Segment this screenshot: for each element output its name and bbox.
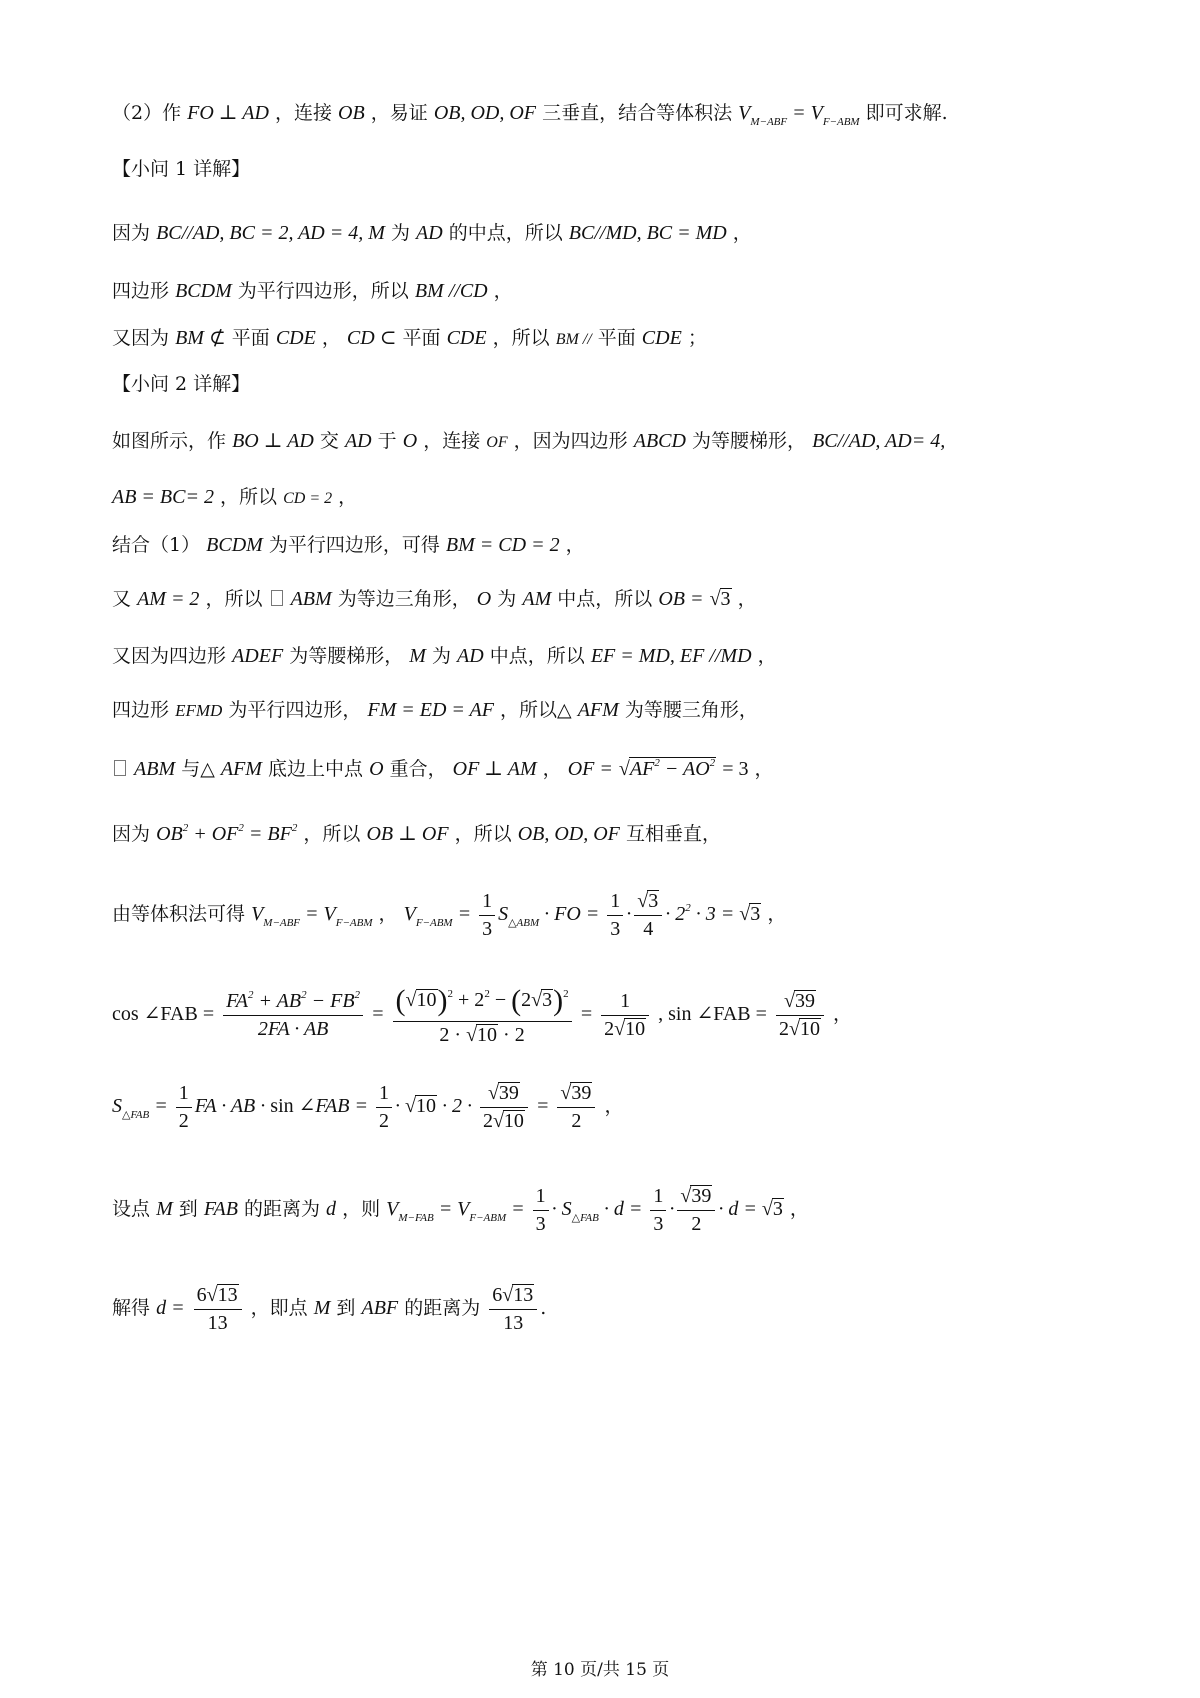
math: AFM xyxy=(220,758,262,780)
text-line-10 xyxy=(112,588,757,610)
text: 由等体积法可得 xyxy=(112,903,246,926)
missing-glyph-box xyxy=(114,760,126,776)
volume-equation: $V_{M-ABF} = V_{F-ABM}$ xyxy=(251,903,373,930)
heading-text: 【小问 2 详解】 xyxy=(112,373,251,395)
text: 重合， xyxy=(389,758,447,780)
text: ，即点 xyxy=(250,1297,308,1320)
math: M xyxy=(156,1198,173,1221)
text: （2）作 xyxy=(112,102,182,124)
text: 又因为 xyxy=(112,327,170,349)
distance-computation: $V_{M-FAB} = V_{F-ABM}$ = $\frac{1}{3}$ · $S_{\triangle FAB} \cdot d$ = $\frac{1}{3}$ · $\frac{√39}{2}$ · d = √3 xyxy=(386,1185,783,1235)
math: FAB xyxy=(203,1198,238,1221)
text: 的中点，所以 xyxy=(448,222,563,244)
text-line-7 xyxy=(112,431,945,451)
text: 为等腰梯形， xyxy=(289,645,404,667)
math: CDE xyxy=(275,327,316,349)
text-line-18: 设点 M 到 FAB 的距离为 d ，则 $V_{M-FAB} = V_{F-ABM}$ = $\frac{1}{3}$ · $S_{\triangle FAB} \cdot d$ = $\frac{1}{3}$ · $\frac{√39}{2}$ · d = √3 ， xyxy=(112,1185,809,1235)
math: AB = BC= 2 xyxy=(112,486,214,508)
math: = 3 xyxy=(722,758,749,780)
text: 为等边三角形， xyxy=(337,588,471,610)
text-line-9 xyxy=(112,535,585,555)
math: BC//MD, BC = MD xyxy=(568,222,727,244)
text-line-13 xyxy=(112,757,774,780)
text: ，连接 xyxy=(423,430,481,452)
math: ADEF xyxy=(232,645,284,667)
text-line-1 xyxy=(112,103,948,128)
math: EFMD xyxy=(175,701,223,720)
text: 平面 xyxy=(402,327,441,349)
section-heading-2 xyxy=(112,375,250,394)
math: ABM xyxy=(134,758,176,780)
missing-glyph-box xyxy=(271,590,283,606)
math: CDE xyxy=(641,327,682,349)
text: 结合（1） xyxy=(112,534,201,556)
math: CDE xyxy=(446,327,487,349)
page-footer: 第 10 页/共 15 页 xyxy=(530,1660,670,1680)
math: ABM xyxy=(290,588,332,610)
math: BM //CD xyxy=(414,280,488,302)
text: 的距离为 xyxy=(404,1297,481,1320)
math: AD xyxy=(416,222,443,244)
text-line-17: $S_{\triangle FAB}$ = $\frac{1}{2}$ FA · AB · sin ∠FAB = $\frac{1}{2}$ · √10 · 2 · $\frac{√39}{2√10}$ = $\frac{√39}{2}$ ， xyxy=(112,1082,624,1132)
math: AM = 2 xyxy=(137,588,200,610)
math: AD xyxy=(457,645,484,667)
radicand: 3 xyxy=(720,588,731,610)
text-line-16 xyxy=(112,982,852,1049)
text-line-11 xyxy=(112,646,777,666)
text-line-19 xyxy=(112,1282,546,1337)
text-line-12 xyxy=(112,700,758,720)
text-line-4 xyxy=(112,281,513,301)
math: FO ⊥ AD xyxy=(187,102,269,124)
text: 的距离为 xyxy=(243,1198,320,1221)
text: ，所以 xyxy=(303,823,361,845)
text: ， xyxy=(732,222,752,244)
math: BM ⊄ xyxy=(175,327,226,349)
math: OF = xyxy=(567,758,613,780)
text: ， xyxy=(565,534,585,556)
text: 即可求解. xyxy=(865,102,948,124)
text: 到 xyxy=(178,1198,198,1221)
math: OF xyxy=(486,434,508,451)
text: 中点，所以 xyxy=(489,645,585,667)
text: 平面 xyxy=(231,327,270,349)
sqrt-expression: √3 xyxy=(709,588,731,610)
math: BC//AD, AD= 4, xyxy=(812,430,946,452)
math: cos ∠FAB = xyxy=(112,1002,215,1025)
area-computation: $S_{\triangle FAB}$ = $\frac{1}{2}$ FA · AB · sin ∠FAB = $\frac{1}{2}$ · √10 · 2 · $\frac{√39}{2√10}$ = $\frac{√39}{2}$ xyxy=(112,1095,598,1117)
math: M xyxy=(409,645,426,667)
text: 与△ xyxy=(181,758,215,780)
volume-equation: $V_{M-ABF} = V_{F-ABM}$ xyxy=(738,102,860,128)
text: . xyxy=(540,1297,547,1320)
math: OB ⊥ OF xyxy=(366,823,449,845)
text: ，所以 xyxy=(220,486,278,508)
math: BC//AD, BC = 2, AD = 4, M xyxy=(156,222,385,244)
text: 互相垂直， xyxy=(625,823,721,845)
text: 三垂直，结合等体积法 xyxy=(542,102,733,124)
text: 为 xyxy=(390,222,410,244)
text: 交 xyxy=(319,430,339,452)
text: ，因为四边形 xyxy=(513,430,628,452)
text: ， xyxy=(737,588,757,610)
text-line-14 xyxy=(112,823,721,844)
text: 四边形 xyxy=(112,699,170,721)
math: d = xyxy=(156,1297,185,1320)
text: ， xyxy=(757,645,777,667)
heading-text: 【小问 1 详解】 xyxy=(112,158,251,180)
math: O xyxy=(402,430,418,452)
text: 为平行四边形， xyxy=(228,699,362,721)
distance-fraction: $\frac{6√13}{13}$ xyxy=(486,1297,540,1319)
text: ， xyxy=(378,903,398,926)
math: OB, OD, OF xyxy=(517,823,620,845)
text: 因为 xyxy=(112,823,151,845)
math: OB xyxy=(338,102,365,124)
text: 底边上中点 xyxy=(268,758,364,780)
math: AD xyxy=(344,430,372,452)
math: ABF xyxy=(361,1297,399,1320)
text: ，则 xyxy=(342,1198,381,1221)
text: 平面 xyxy=(597,327,636,349)
math: OB = xyxy=(658,588,704,610)
math: ABCD xyxy=(633,430,686,452)
math: BM // xyxy=(555,331,592,348)
text: 解得 xyxy=(112,1297,151,1320)
text: 四边形 xyxy=(112,280,170,302)
text: 又 xyxy=(112,588,132,610)
math: EF = MD, EF //MD xyxy=(590,645,752,667)
text: ，连接 xyxy=(274,102,332,124)
text: ，所以 xyxy=(492,327,550,349)
sqrt-expression: $√AF^2 - AO^2$ xyxy=(618,757,716,780)
text: 为等腰梯形， xyxy=(692,430,807,452)
text: ，所以 xyxy=(205,588,263,610)
sine-value: $\frac{√39}{2√10}$ xyxy=(773,1003,827,1025)
text: 为平行四边形，可得 xyxy=(268,534,440,556)
math: O xyxy=(476,588,492,610)
math: BCDM xyxy=(206,534,263,556)
math: O xyxy=(369,758,384,780)
text: ， xyxy=(338,486,358,508)
math: AM xyxy=(522,588,552,610)
text: ， xyxy=(321,327,341,349)
text: ， xyxy=(754,758,774,780)
math: BCDM xyxy=(175,280,232,302)
text: ，所以 xyxy=(454,823,512,845)
text: 到 xyxy=(336,1297,356,1320)
math: OB, OD, OF xyxy=(433,102,537,124)
text: 设点 xyxy=(112,1198,151,1221)
text-line-3 xyxy=(112,223,752,243)
math: d xyxy=(326,1198,337,1221)
volume-computation: $V_{F-ABM}$ = $\frac{1}{3}$ $S_{\triangle ABM}$ · FO = $\frac{1}{3}$ · $\frac{√3}{4}$ · $2^2 \cdot 3 = √3$ xyxy=(403,890,761,940)
section-heading-1 xyxy=(112,160,250,179)
cosine-computation: $\frac{FA^2 + AB^2 - FB^2}{2FA \cdot AB}$ = $\frac{(√10)^2 + 2^2 - (2√3)^2}{2 \cdot √10 \cdot 2}$ = $\frac{1}{2√10}$ xyxy=(220,1003,652,1025)
math: BM = CD = 2 xyxy=(445,534,560,556)
math: CD = 2 xyxy=(283,490,333,507)
text-line-8 xyxy=(112,487,357,507)
text: 如图所示，作 xyxy=(112,430,227,452)
text: ， xyxy=(493,280,513,302)
text: 于 xyxy=(377,430,397,452)
math: M xyxy=(313,1297,331,1320)
text: 为平行四边形，所以 xyxy=(237,280,409,302)
text-line-5 xyxy=(112,328,707,348)
text: ，所以△ xyxy=(500,699,572,721)
text: 因为 xyxy=(112,222,151,244)
math: AFM xyxy=(577,699,619,721)
text: 中点，所以 xyxy=(557,588,653,610)
math: , sin ∠FAB = xyxy=(658,1002,767,1025)
text: 为等腰三角形， xyxy=(624,699,758,721)
distance-fraction: $\frac{6√13}{13}$ xyxy=(191,1297,245,1319)
text-line-15: 由等体积法可得 $V_{M-ABF} = V_{F-ABM}$ ， $V_{F-ABM}$ = $\frac{1}{3}$ $S_{\triangle ABM}$ · FO = $\frac{1}{3}$ · $\frac{√3}{4}$ · $2^2 \cdot 3 = √3$ ， xyxy=(112,890,787,940)
math: FM = ED = AF xyxy=(367,699,494,721)
pythagorean-relation: $OB^2 + OF^2 = BF^2$ xyxy=(156,822,298,845)
text: ，易证 xyxy=(370,102,428,124)
text: ； xyxy=(687,327,707,349)
math: OF ⊥ AM xyxy=(452,758,537,780)
text: 为 xyxy=(431,645,451,667)
math: CD ⊂ xyxy=(346,327,397,349)
text: 又因为四边形 xyxy=(112,645,227,667)
text: 为 xyxy=(497,588,517,610)
text: ， xyxy=(833,1002,853,1025)
text: ， xyxy=(542,758,562,780)
math: BO ⊥ AD xyxy=(232,430,314,452)
